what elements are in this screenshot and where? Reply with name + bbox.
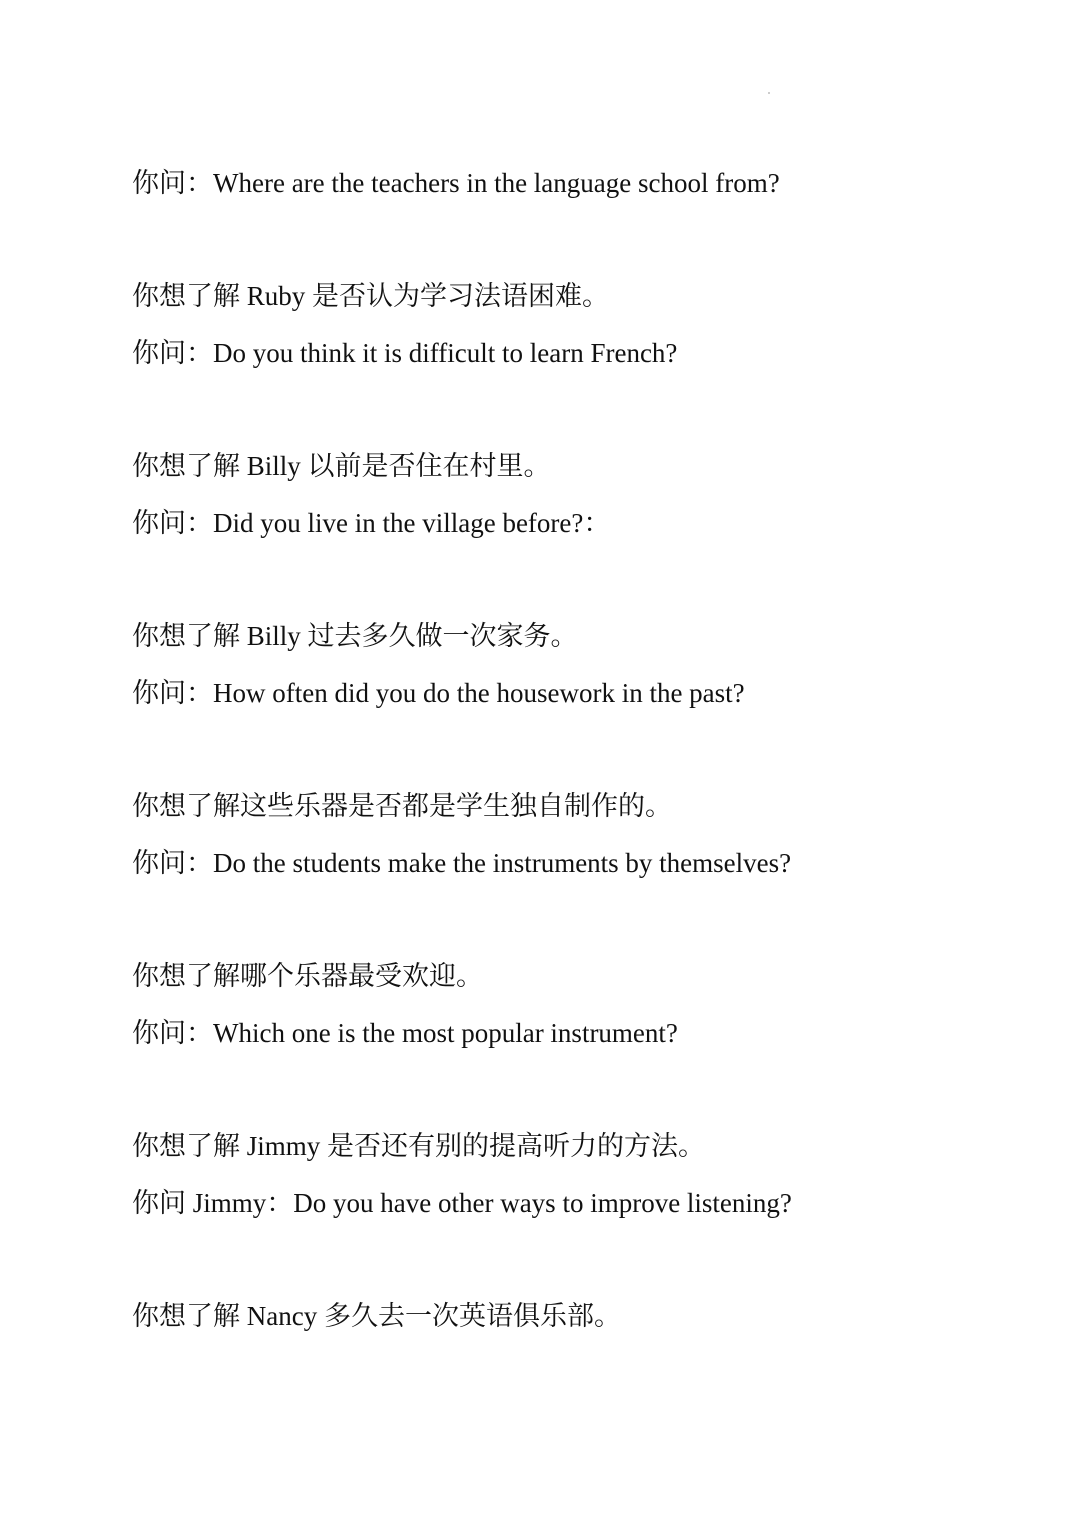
question-line-2: 你问：Do you think it is difficult to learn French? bbox=[132, 338, 678, 368]
prompt-line-3: 你想了解 Billy 以前是否住在村里。 bbox=[132, 451, 551, 481]
prompt-line-7: 你想了解 Jimmy 是否还有别的提高听力的方法。 bbox=[132, 1131, 706, 1161]
question-line-3: 你问：Did you live in the village before?： bbox=[132, 508, 611, 538]
prompt-line-4: 你想了解 Billy 过去多久做一次家务。 bbox=[132, 621, 578, 651]
question-line-4: 你问：How often did you do the housework in the past? bbox=[132, 678, 745, 708]
prompt-line-2: 你想了解 Ruby 是否认为学习法语困难。 bbox=[132, 281, 610, 311]
prompt-line-6: 你想了解哪个乐器最受欢迎。 bbox=[132, 961, 483, 991]
question-line-1: 你问：Where are the teachers in the language school from? bbox=[132, 168, 780, 198]
prompt-line-5: 你想了解这些乐器是否都是学生独自制作的。 bbox=[132, 791, 672, 821]
question-line-6: 你问：Which one is the most popular instrument? bbox=[132, 1018, 678, 1048]
question-line-5: 你问：Do the students make the instruments by themselves? bbox=[132, 848, 792, 878]
scan-speck bbox=[768, 92, 770, 94]
prompt-line-8: 你想了解 Nancy 多久去一次英语俱乐部。 bbox=[132, 1301, 621, 1331]
question-line-7: 你问 Jimmy：Do you have other ways to improve listening? bbox=[132, 1188, 792, 1218]
